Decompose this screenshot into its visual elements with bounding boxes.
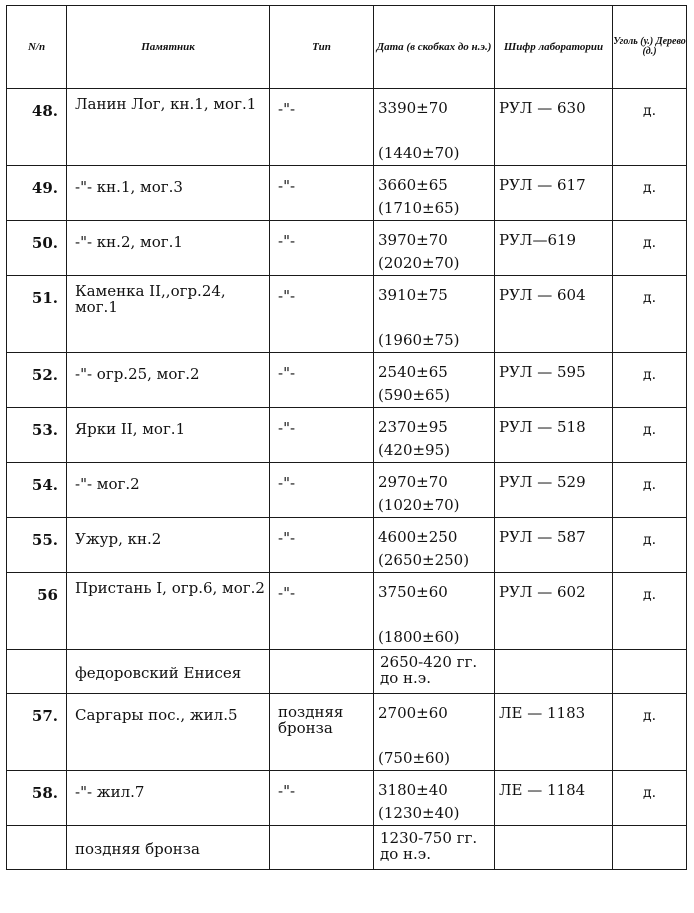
header-num: N/n [7, 6, 67, 89]
row-type: -"- [270, 518, 374, 573]
summary-type-empty [270, 650, 374, 694]
row-monument: -"- кн.2, мог.1 [67, 221, 270, 276]
row-date [374, 276, 495, 353]
row-date-bp: 3910±75 [378, 286, 448, 304]
row-date-bc: (1800±60) [378, 628, 460, 646]
row-material: д. [613, 221, 687, 276]
row-number-empty [7, 650, 67, 694]
table-row [7, 353, 687, 408]
header-monument: Памятник [67, 6, 270, 89]
row-date [374, 518, 495, 573]
row-material: д. [613, 276, 687, 353]
row-date-bp: 2700±60 [378, 704, 448, 722]
row-date-bc: (1960±75) [378, 331, 460, 349]
row-number: 50. [7, 221, 67, 276]
row-date [374, 463, 495, 518]
row-date-bc: (1020±70) [378, 496, 460, 514]
table-header-row [7, 6, 687, 89]
summary-material-empty [613, 826, 687, 870]
row-material: д. [613, 408, 687, 463]
row-date-bp: 2540±65 [378, 363, 448, 381]
row-type: -"- [270, 166, 374, 221]
row-date [374, 408, 495, 463]
summary-row [7, 650, 687, 694]
table-row [7, 276, 687, 353]
row-lab-code: РУЛ — 617 [495, 166, 613, 221]
row-number: 55. [7, 518, 67, 573]
table-body [7, 89, 687, 870]
row-date [374, 89, 495, 166]
row-number: 52. [7, 353, 67, 408]
row-type: -"- [270, 463, 374, 518]
row-date-bc: (1230±40) [378, 804, 460, 822]
row-date-bc: (420±95) [378, 441, 450, 459]
row-material: д. [613, 771, 687, 826]
summary-culture: поздняя бронза [67, 826, 270, 870]
row-lab-code: РУЛ — 604 [495, 276, 613, 353]
row-lab-code: РУЛ — 587 [495, 518, 613, 573]
row-material: д. [613, 353, 687, 408]
row-type: -"- [270, 771, 374, 826]
summary-culture: федоровский Енисея [67, 650, 270, 694]
row-date [374, 221, 495, 276]
row-monument: Ярки II, мог.1 [67, 408, 270, 463]
row-monument: -"- огр.25, мог.2 [67, 353, 270, 408]
row-material: д. [613, 573, 687, 650]
summary-row [7, 826, 687, 870]
summary-lab-empty [495, 650, 613, 694]
row-lab-code: ЛЕ — 1183 [495, 694, 613, 771]
row-date-bp: 2370±95 [378, 418, 448, 436]
row-date-bc: (590±65) [378, 386, 450, 404]
row-lab-code: РУЛ — 595 [495, 353, 613, 408]
row-type: -"- [270, 573, 374, 650]
row-date-bp: 3970±70 [378, 231, 448, 249]
header-type: Тип [270, 6, 374, 89]
row-material: д. [613, 463, 687, 518]
row-monument: -"- мог.2 [67, 463, 270, 518]
row-date [374, 166, 495, 221]
radiocarbon-dates-table [6, 5, 687, 870]
header-lab: Шифр лаборатории [495, 6, 613, 89]
row-number: 54. [7, 463, 67, 518]
radiocarbon-dates-page [6, 5, 690, 870]
summary-type-empty [270, 826, 374, 870]
row-date [374, 694, 495, 771]
row-number: 57. [7, 694, 67, 771]
summary-date-range [374, 826, 495, 870]
row-date-bc: (2020±70) [378, 254, 460, 272]
row-lab-code: РУЛ — 529 [495, 463, 613, 518]
table-row [7, 694, 687, 771]
row-date-bp: 3390±70 [378, 99, 448, 117]
summary-date-range [374, 650, 495, 694]
row-date-bc: (1440±70) [378, 144, 460, 162]
row-material: д. [613, 694, 687, 771]
table-row [7, 573, 687, 650]
row-number-empty [7, 826, 67, 870]
row-number: 51. [7, 276, 67, 353]
row-number: 48. [7, 89, 67, 166]
summary-material-empty [613, 650, 687, 694]
row-lab-code: РУЛ — 630 [495, 89, 613, 166]
table-row [7, 771, 687, 826]
summary-date-range-text: 1230-750 гг. до н.э. [380, 829, 478, 863]
summary-date-range-text: 2650-420 гг. до н.э. [380, 653, 478, 687]
row-date-bp: 3180±40 [378, 781, 448, 799]
row-monument: Каменка II,,огр.24, мог.1 [67, 276, 270, 353]
row-monument: -"- жил.7 [67, 771, 270, 826]
row-type: -"- [270, 353, 374, 408]
table-row [7, 408, 687, 463]
row-type: -"- [270, 276, 374, 353]
row-number: 56 [7, 573, 67, 650]
row-date [374, 771, 495, 826]
row-type: -"- [270, 89, 374, 166]
row-date-bc: (2650±250) [378, 551, 470, 569]
row-monument: Ланин Лог, кн.1, мог.1 [67, 89, 270, 166]
table-row [7, 518, 687, 573]
row-type: поздняя бронза [270, 694, 374, 771]
row-date-bp: 2970±70 [378, 473, 448, 491]
row-type: -"- [270, 221, 374, 276]
row-material: д. [613, 166, 687, 221]
row-lab-code: РУЛ—619 [495, 221, 613, 276]
table-row [7, 221, 687, 276]
table-row [7, 89, 687, 166]
row-number: 58. [7, 771, 67, 826]
header-date: Дата (в скобках до н.э.) [374, 6, 495, 89]
row-date [374, 573, 495, 650]
row-lab-code: РУЛ — 518 [495, 408, 613, 463]
summary-lab-empty [495, 826, 613, 870]
table-row [7, 166, 687, 221]
row-monument: Пристань I, огр.6, мог.2 [67, 573, 270, 650]
header-material: Уголь (у.) Дерево (д.) [613, 6, 687, 89]
table-row [7, 463, 687, 518]
row-date-bc: (750±60) [378, 749, 450, 767]
row-monument: -"- кн.1, мог.3 [67, 166, 270, 221]
row-date-bp: 3660±65 [378, 176, 448, 194]
row-date-bp: 4600±250 [378, 528, 458, 546]
row-number: 53. [7, 408, 67, 463]
row-type: -"- [270, 408, 374, 463]
row-date [374, 353, 495, 408]
row-lab-code: РУЛ — 602 [495, 573, 613, 650]
row-date-bc: (1710±65) [378, 199, 460, 217]
row-material: д. [613, 89, 687, 166]
row-monument: Ужур, кн.2 [67, 518, 270, 573]
row-date-bp: 3750±60 [378, 583, 448, 601]
row-number: 49. [7, 166, 67, 221]
row-monument: Саргары пос., жил.5 [67, 694, 270, 771]
row-material: д. [613, 518, 687, 573]
row-lab-code: ЛЕ — 1184 [495, 771, 613, 826]
